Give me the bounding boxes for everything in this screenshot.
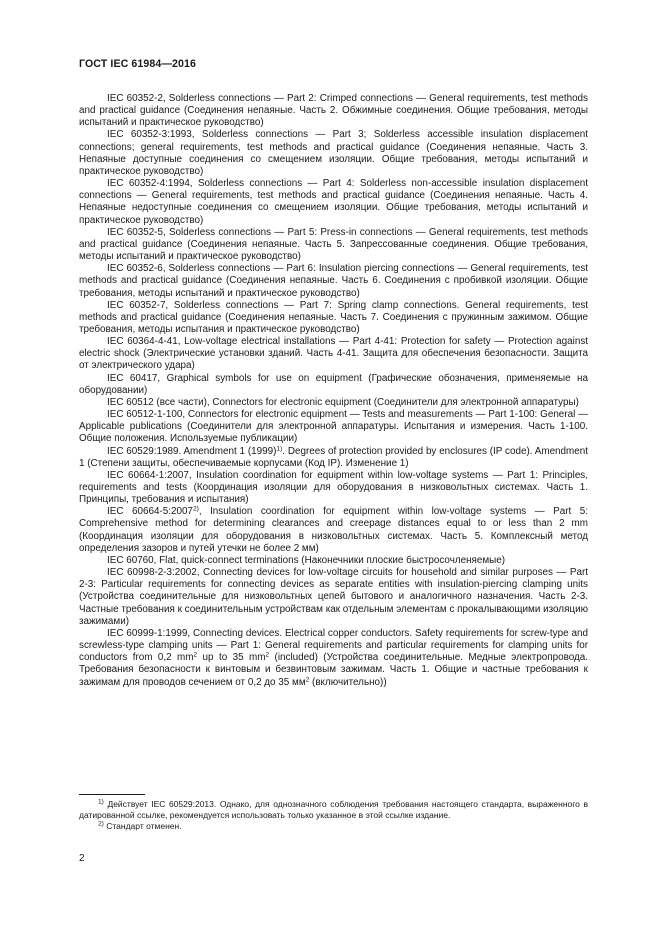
footnote-marker: 1) xyxy=(276,444,283,452)
reference-text: up to 35 mm xyxy=(197,652,266,664)
footnote xyxy=(79,799,588,821)
footnote-divider xyxy=(79,794,145,795)
footnote-marker: 1) xyxy=(98,798,104,806)
footnote-marker: 2) xyxy=(98,820,104,828)
reference-paragraph: IEC 60512 (все части), Connectors for electronic equipment (Соединители для электронной аппаратуры) xyxy=(107,396,579,408)
reference-paragraph: IEC 60364-4-41, Low-voltage electrical installations — Part 4-41: Protection for safety — Protection against electric shock (Электрические установки зданий. Часть 4-41. Защита для обеспечения безопасности. Защита от электрического удара) xyxy=(79,336,588,372)
reference-paragraph: IEC 60352-2, Solderless connections — Part 2: Crimped connections — General requirements, test methods and practical guidance (Соединения непаяные. Часть 2. Обжимные соединения. Общие требования, методы испытаний и практическое руководство) xyxy=(79,93,588,129)
reference-text: IEC 60999-1:1999, Connecting devices. Electrical copper conductors. Safety requirements for screw-type and screwless-type clamping units — Part 1: General requirements and particular requirements for clamping units for conductors from 0,2 mm xyxy=(79,627,588,664)
reference-paragraph: IEC 60352-3:1993, Solderless connections — Part 3; Solderless accessible insulation displacement connections; general requirements, test methods and practical guidance (Соединения непаяные. Часть 3. Непаяные доступные соединения со смещением изоляции. Общие требования, методы испытаний и практическое руководство) xyxy=(79,129,588,177)
superscript: 2 xyxy=(305,675,310,683)
reference-paragraph: IEC 60352-6, Solderless connections — Part 6: Insulation piercing connections — General requirements, test methods and practical guidance (Соединения непаяные. Часть 6. Соединения с пробивкой изоляции. Общие требования, методы испытаний и практическое руководство) xyxy=(79,263,588,299)
reference-text: , Insulation coordination for equipment within low-voltage systems — Part 5: Comprehensive method for determining clearances and creepage distances equal to or less than 2 mm (Координация изоляции для оборудования в низковольтных системах. Часть 5. Комплексный метод определения зазоров и путей утечки не более 2 мм) xyxy=(79,506,588,554)
reference-paragraph: IEC 60998-2-3:2002, Connecting devices for low-voltage circuits for household and similar purposes — Part 2-3: Particular requirements for connecting devices as separate entities with insulation-piercing clamping units (Устройства соединительные для низковольтных цепей бытового и аналогичного назначения. Часть 2-3. Частные требования к соединительным устройствам как отдельным элементам с прокалывающими изоляцию зажимами) xyxy=(79,567,588,627)
reference-paragraph: IEC 60417, Graphical symbols for use on equipment (Графические обозначения, применяемые на оборудовании) xyxy=(79,372,588,396)
reference-text: (включительно)) xyxy=(309,676,387,688)
footnote xyxy=(79,821,588,832)
reference-text: . Degrees of protection provided by enclosures (IP code). Amendment 1 (Степени защиты, обеспечиваемые корпусами (Код IP). Изменение 1) xyxy=(79,445,588,469)
standard-header: ГОСТ IEC 61984—2016 xyxy=(79,58,197,70)
reference-paragraph xyxy=(79,628,588,689)
reference-paragraph: IEC 60352-4:1994, Solderless connections — Part 4: Solderless non-accessible insulation displacement connections — General requirements, test methods and practical guidance (Соединения непаяные. Часть 4. Непаяные недоступные соединения со смещением изоляции. Общие требования, методы испытаний и практическое руководство) xyxy=(79,178,588,226)
reference-paragraph xyxy=(79,446,588,470)
normative-references xyxy=(79,93,588,689)
reference-text: IEC 60529:1989. Amendment 1 (1999) xyxy=(107,445,277,457)
page-number: 2 xyxy=(79,853,85,864)
reference-paragraph: IEC 60512-1-100, Connectors for electronic equipment — Tests and measurements — Part 1-100: General — Applicable publications (Соединители для электронной аппаратуры. Испытания и измерения. Часть 1-100. Общие положения. Используемые публикации) xyxy=(79,409,588,445)
reference-paragraph: IEC 60352-5, Solderless connections — Part 5: Press-in connections — General requirements, test methods and practical guidance (Соединения непаяные. Часть 5. Запрессованные соединения. Общие требования, методы испытаний и практическое руководство) xyxy=(79,226,588,263)
footnote-text: Действует IEC 60529:2013. Однако, для однозначного соблюдения требования настоящего стандарта, выраженного в датированной ссылке, рекомендуется использовать только указанное в этой ссылке издание. xyxy=(79,799,588,820)
reference-paragraph: IEC 60352-7, Solderless connections — Part 7: Spring clamp connections. General requirements, test methods and practical guidance (Соединения непаяные. Часть 7. Соединения с пружинным зажимом. Общие требования, методы испытания и практическое руководство) xyxy=(79,299,588,335)
reference-text: IEC 60664-5:2007 xyxy=(107,506,193,518)
footnotes xyxy=(79,799,588,832)
superscript: 2 xyxy=(193,651,198,659)
reference-paragraph: IEC 60760, Flat, quick-connect terminations (Наконечники плоские быстросочленяемые) xyxy=(107,554,506,566)
reference-paragraph xyxy=(79,506,588,555)
reference-paragraph: IEC 60664-1:2007, Insulation coordination for equipment within low-voltage systems — Part 1: Principles, requirements and tests (Координация изоляции для оборудования в низковольтных системах. Часть 1. Принципы, требования и испытания) xyxy=(79,469,588,506)
reference-text: (included) (Устройства соединительные. Медные электропровода. Требования безопасности к винтовым и безвинтовым зажимам. Часть 1. Общие и частные требования к зажимам для проводов сечением от 0,2 до 35 мм xyxy=(79,652,588,688)
footnote-text: Стандарт отменен. xyxy=(103,821,182,831)
superscript: 2 xyxy=(265,651,270,659)
footnote-marker: 2) xyxy=(192,505,199,513)
